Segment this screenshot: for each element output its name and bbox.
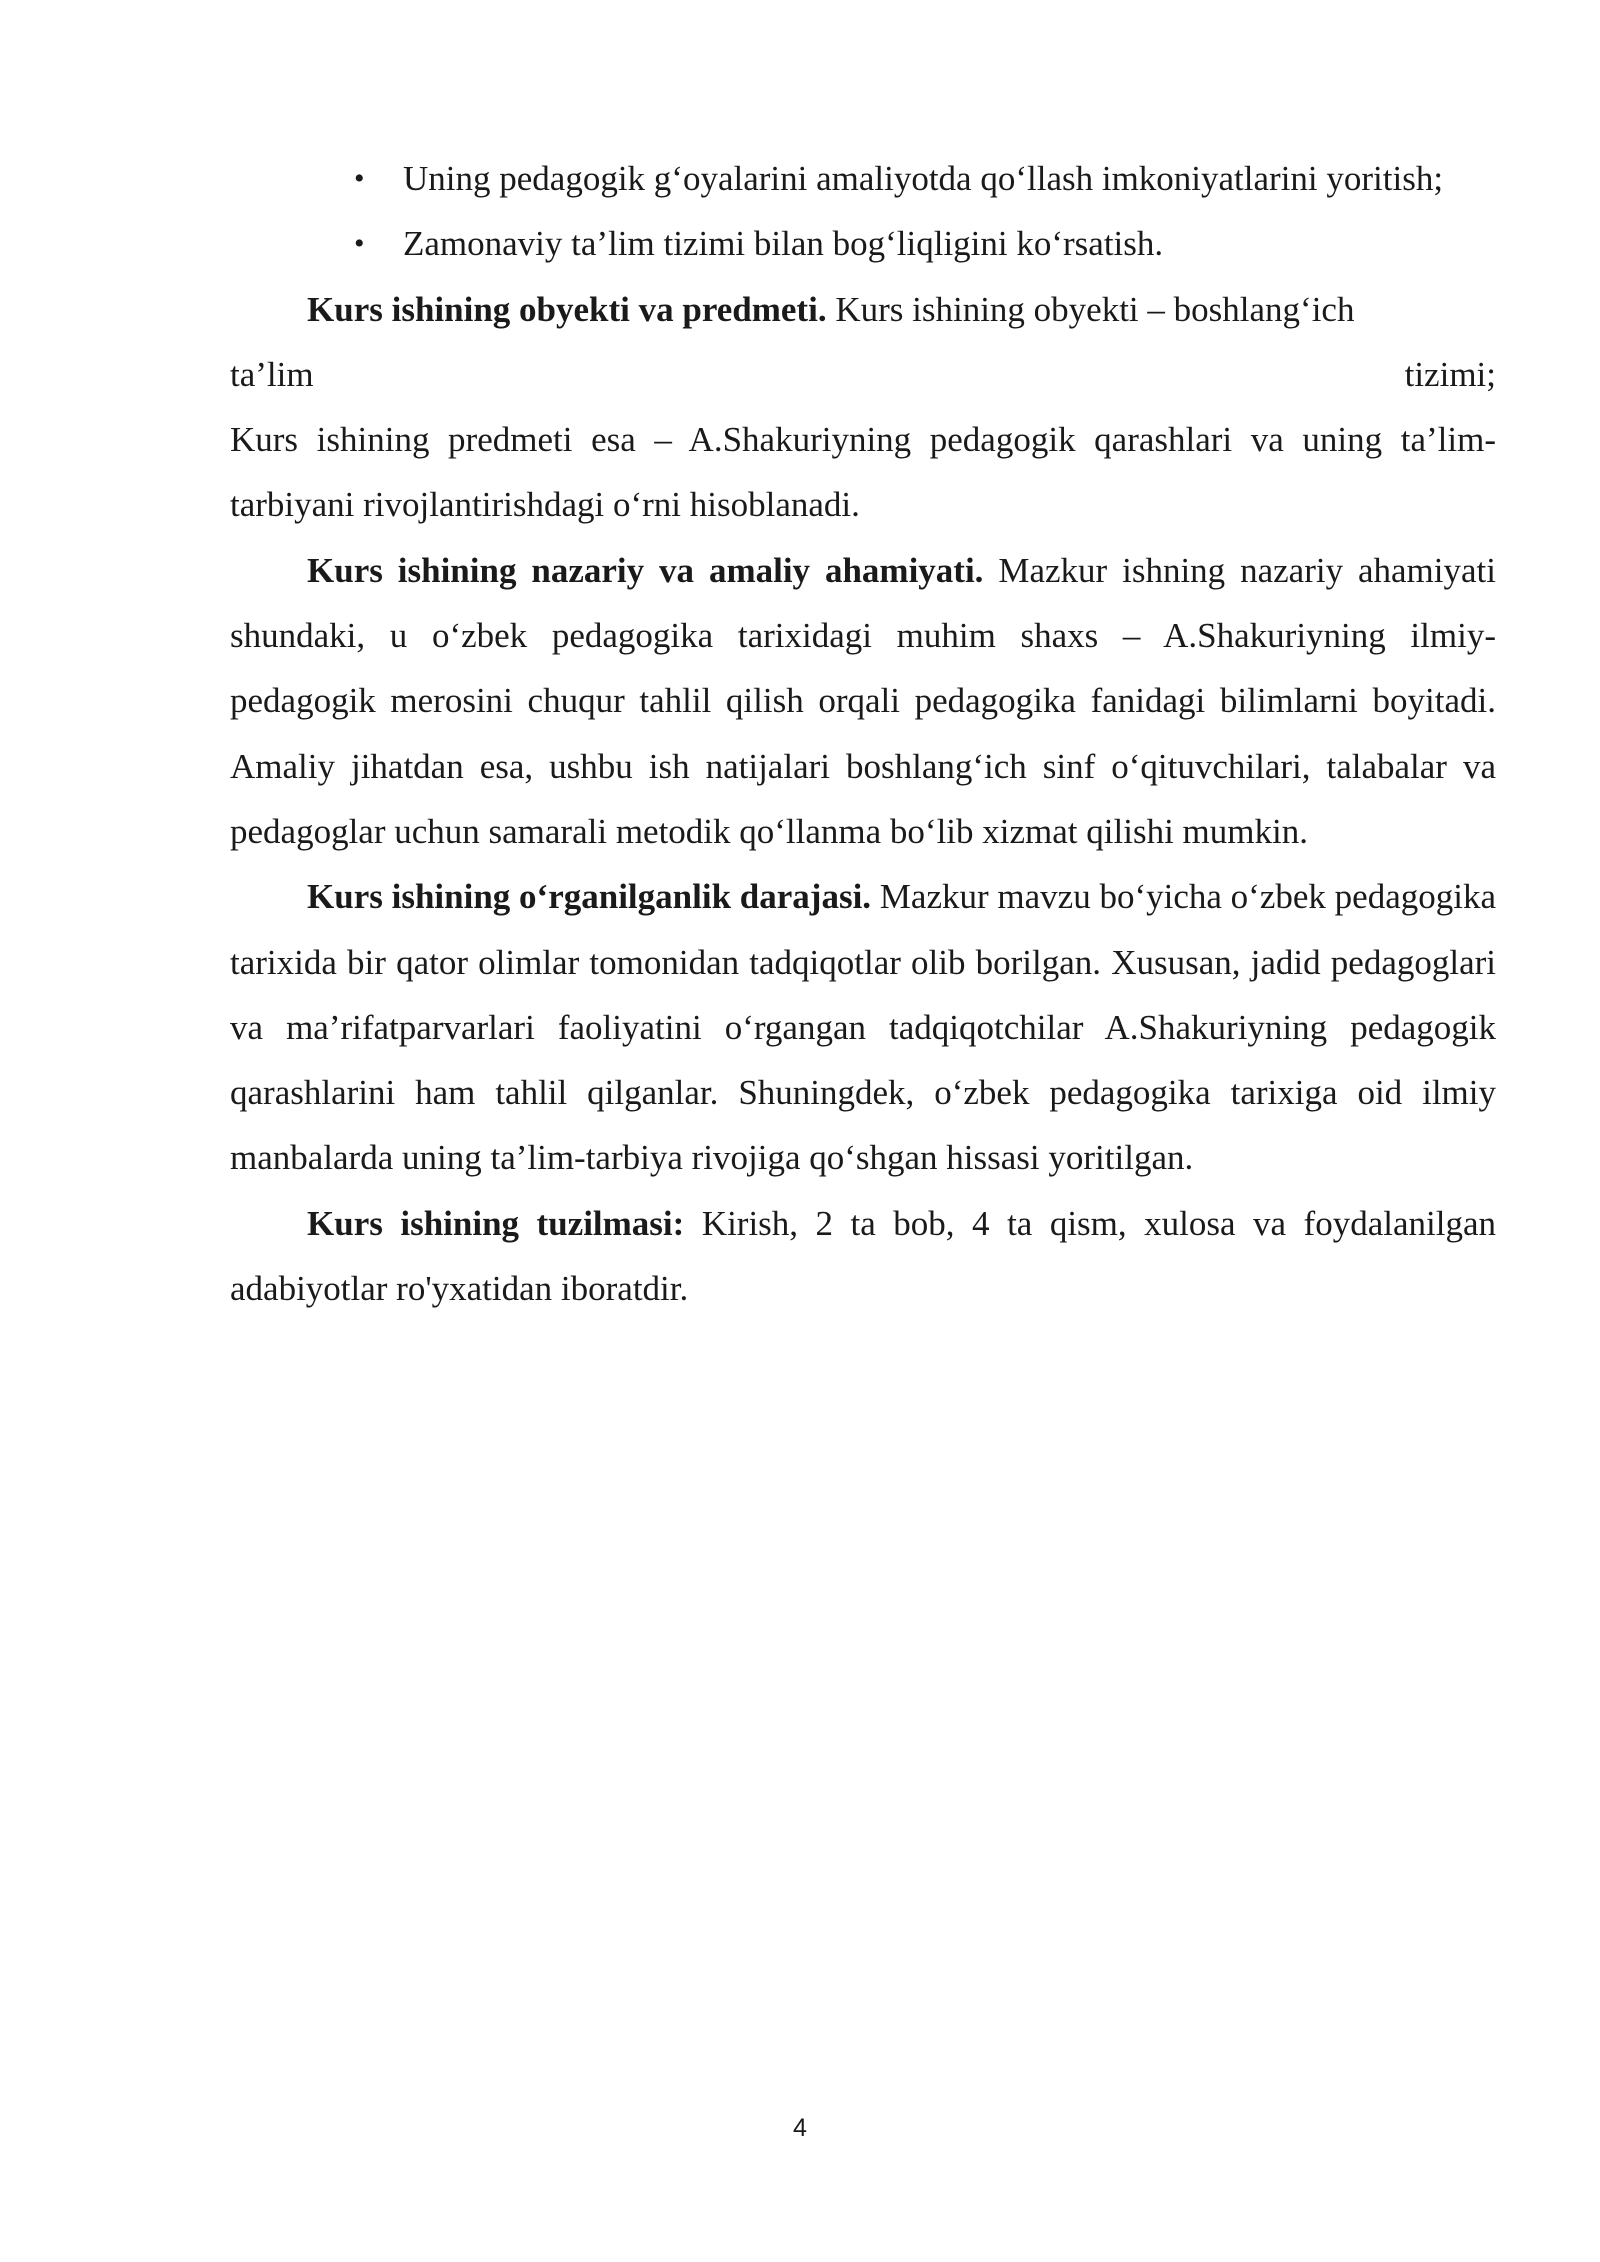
object-line2-left: ta’lim xyxy=(230,354,314,394)
bullet-text: Zamonaviy ta’lim tizimi bilan bog‘liqligini ko‘rsatish. xyxy=(403,224,1164,264)
significance-paragraph xyxy=(230,538,1496,864)
object-heading: Kurs ishining obyekti va predmeti. xyxy=(307,289,827,329)
structure-heading: Kurs ishining tuzilmasi: xyxy=(307,1203,685,1243)
bullet-item xyxy=(354,146,1496,211)
structure-text: Kirish, 2 ta bob, 4 ta qism, xulosa va foydalanilgan adabiyotlar ro'yxatidan iboratdir. xyxy=(230,1203,1496,1309)
significance-text: Mazkur ishning nazariy ahamiyati shundaki, u o‘zbek pedagogika tarixidagi muhim shaxs – A.Shakuriyning ilmiy-pedagogik merosini chuqur tahlil qilish orqali pedagogika fanidagi bilimlarni boyitadi. Amaliy jihatdan esa, ushbu ish natijalari boshlang‘ich sinf o‘qituvchilari, talabalar va pedagoglar uchun samarali metodik qo‘llanma bo‘lib xizmat qilishi mumkin. xyxy=(230,550,1496,851)
significance-heading: Kurs ishining nazariy va amaliy ahamiyati. xyxy=(307,550,984,590)
bullet-icon: • xyxy=(354,227,365,261)
document-page xyxy=(230,146,1496,1321)
object-text-line1: Kurs ishining obyekti – boshlang‘ich xyxy=(826,289,1355,329)
goals-bullet-list xyxy=(230,146,1496,277)
bullet-item xyxy=(354,211,1496,276)
structure-paragraph xyxy=(230,1191,1496,1322)
study-level-heading: Kurs ishining o‘rganilganlik darajasi. xyxy=(307,877,872,917)
bullet-text: Uning pedagogik g‘oyalarini amaliyotda qo‘llash imkoniyatlarini yoritish; xyxy=(403,159,1444,198)
study-level-text: Mazkur mavzu bo‘yicha o‘zbek pedagogika tarixida bir qator olimlar tomonidan tadqiqotlar olib borilgan. Xususan, jadid pedagoglari va ma’rifatparvarlari faoliyatini o‘rgangan tadqiqotchilar A.Shakuriyning pedagogik qarashlarini ham tahlil qilganlar. Shuningdek, o‘zbek pedagogika tarixiga oid ilmiy manbalarda uning ta’lim-tarbiya rivojiga qo‘shgan hissasi yoritilgan. xyxy=(230,877,1496,1178)
bullet-icon: • xyxy=(354,162,365,195)
subject-paragraph: Kurs ishining predmeti esa – A.Shakuriyning pedagogik qarashlari va uning ta’lim-tarbiyani rivojlantirishdagi o‘rni hisoblanadi. xyxy=(230,420,1496,525)
object-subject-section xyxy=(230,277,1496,538)
object-line2-right: tizimi; xyxy=(1404,354,1496,394)
page-number: 4 xyxy=(793,2114,807,2142)
object-paragraph-line2 xyxy=(230,342,1496,407)
study-level-paragraph xyxy=(230,864,1496,1190)
object-paragraph-line1 xyxy=(230,277,1496,342)
